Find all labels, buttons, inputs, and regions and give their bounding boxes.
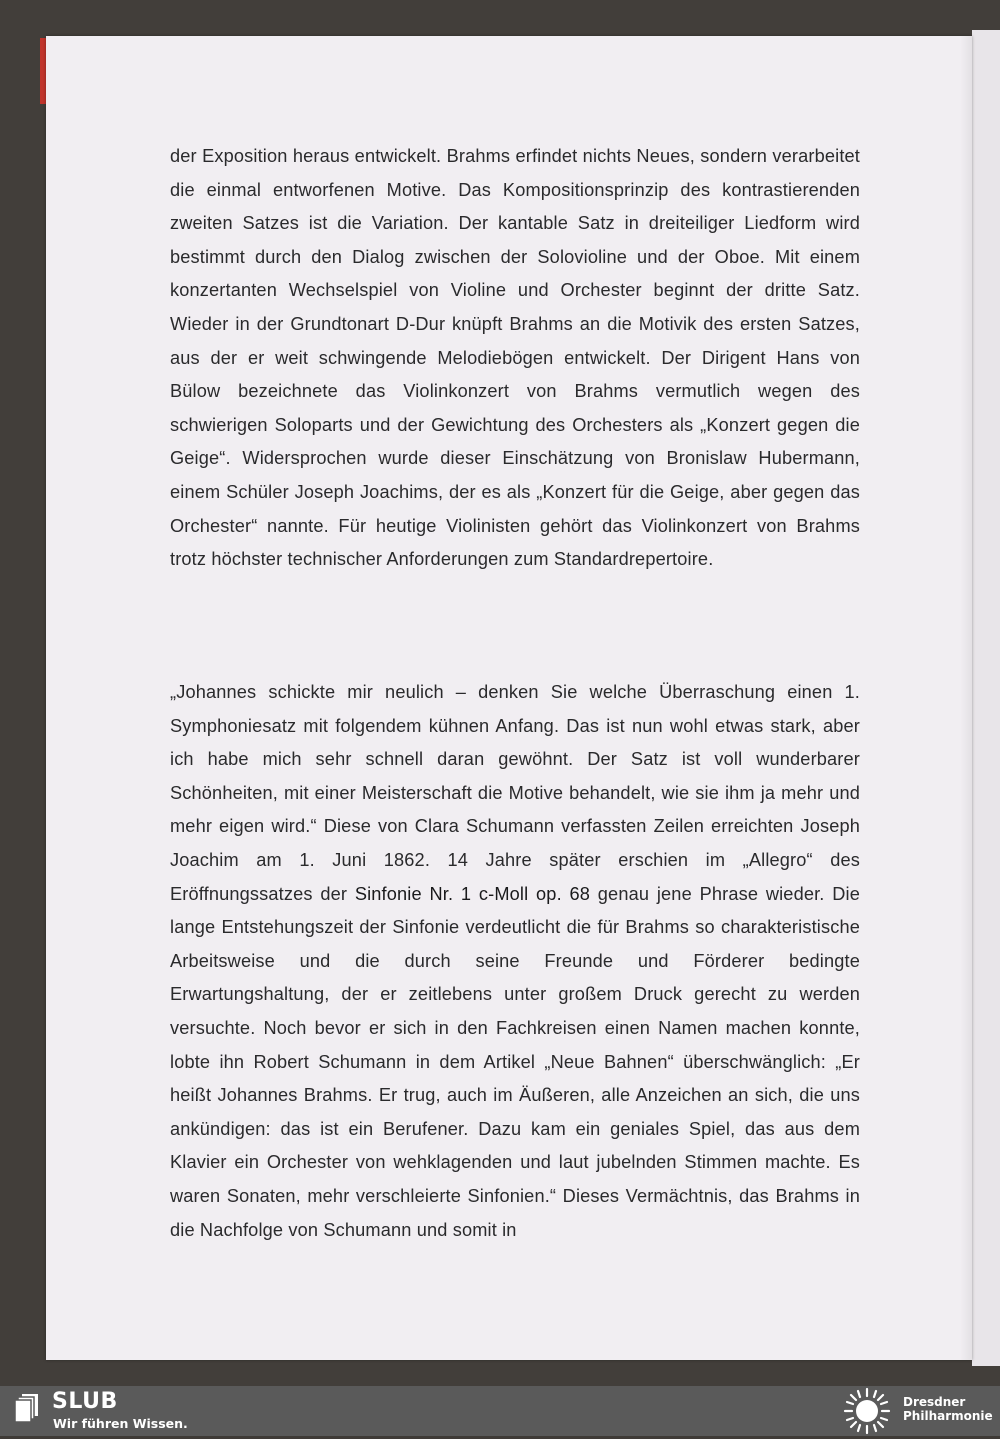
- next-page-edge: [972, 30, 1000, 1366]
- partner-name-line-1: Dresdner: [903, 1395, 966, 1409]
- paragraph-1: der Exposition heraus entwickelt. Brahms erfindet nichts Neues, sondern verarbeitet die einmal entworfenen Motive. Das Kompositionsprinzip des kontrastierenden zweiten Satzes ist die Variation. Der kantable Satz in dreiteiliger Liedform wird bestimmt durch den Dialog zwischen der Solovioline und der Oboe. Mit einem konzertanten Wechselspiel von Violine und Orchester beginnt der dritte Satz. Wieder in der Grundtonart D-Dur knüpft Brahms an die Motivik des ersten Satzes, aus der er weit schwingende Melodiebögen entwickelt. Der Dirigent Hans von Bülow bezeichnete das Violinkonzert von Brahms vermutlich wegen des schwierigen Soloparts und der Gewichtung des Orchesters als „Konzert gegen die Geige“. Widersprochen wurde dieser Einschätzung von Bronislaw Hubermann, einem Schüler Joseph Joachims, der es als „Konzert für die Geige, aber gegen das Orchester“ nannte. Für heutige Violinisten gehört das Violinkonzert von Brahms trotz höchster technischer Anforderungen zum Standardrepertoire.: [170, 146, 860, 570]
- paragraph-2-start: „Johannes schickte mir neulich – denken Sie welche Überraschung einen 1. Symphoniesatz mit folgendem kühnen Anfang. Das ist nun wohl etwas stark, aber ich habe mich sehr schnell daran gewöhnt. Der Satz ist voll wunderbarer Schönheiten, mit einer Meisterschaft die Motive behandelt, wie sie ihm ja mehr und mehr eigen wird.“ Diese von Clara Schumann verfassten Zeilen erreichten Joseph Joachim am 1. Juni 1862. 14 Jahre später erschien im „Allegro“ des Eröffnungssatzes der: [170, 682, 860, 904]
- page-fold-shadow: [960, 36, 972, 1360]
- slub-title: SLUB: [52, 1389, 118, 1414]
- slub-tagline: Wir führen Wissen.: [53, 1416, 188, 1431]
- dresdner-philharmonie-logo: [842, 1387, 892, 1435]
- paragraph-2: [170, 676, 860, 1247]
- footer-bar: [0, 1386, 1000, 1436]
- work-title: Sinfonie Nr. 1 c-Moll op. 68: [354, 883, 591, 904]
- paragraph-2-end: genau jene Phrase wieder. Die lange Entstehungszeit der Sinfonie verdeutlicht die für Brahms so charakteristische Arbeitsweise und die durch seine Freunde und Förderer bedingte Erwartungshaltung, der er zeitlebens unter großem Druck gerecht zu werden versuchte. Noch bevor er sich in den Fachkreisen einen Namen machen konnte, lobte ihn Robert Schumann in dem Artikel „Neue Bahnen“ überschwänglich: „Er heißt Johannes Brahms. Er trug, auch im Äußeren, alle Anzeichen an sich, die uns ankündigen: das ist ein Berufener. Dazu kam ein geniales Spiel, das aus dem Klavier ein Orchester von wehklagenden und laut jubelnden Stimmen machte. Es waren Sonaten, mehr verschleierte Sinfonien.“ Dieses Vermächtnis, das Brahms in die Nachfolge von Schumann und somit in: [170, 883, 860, 1240]
- slub-book-icon: [14, 1392, 40, 1424]
- partner-name-line-2: Philharmonie: [903, 1409, 993, 1423]
